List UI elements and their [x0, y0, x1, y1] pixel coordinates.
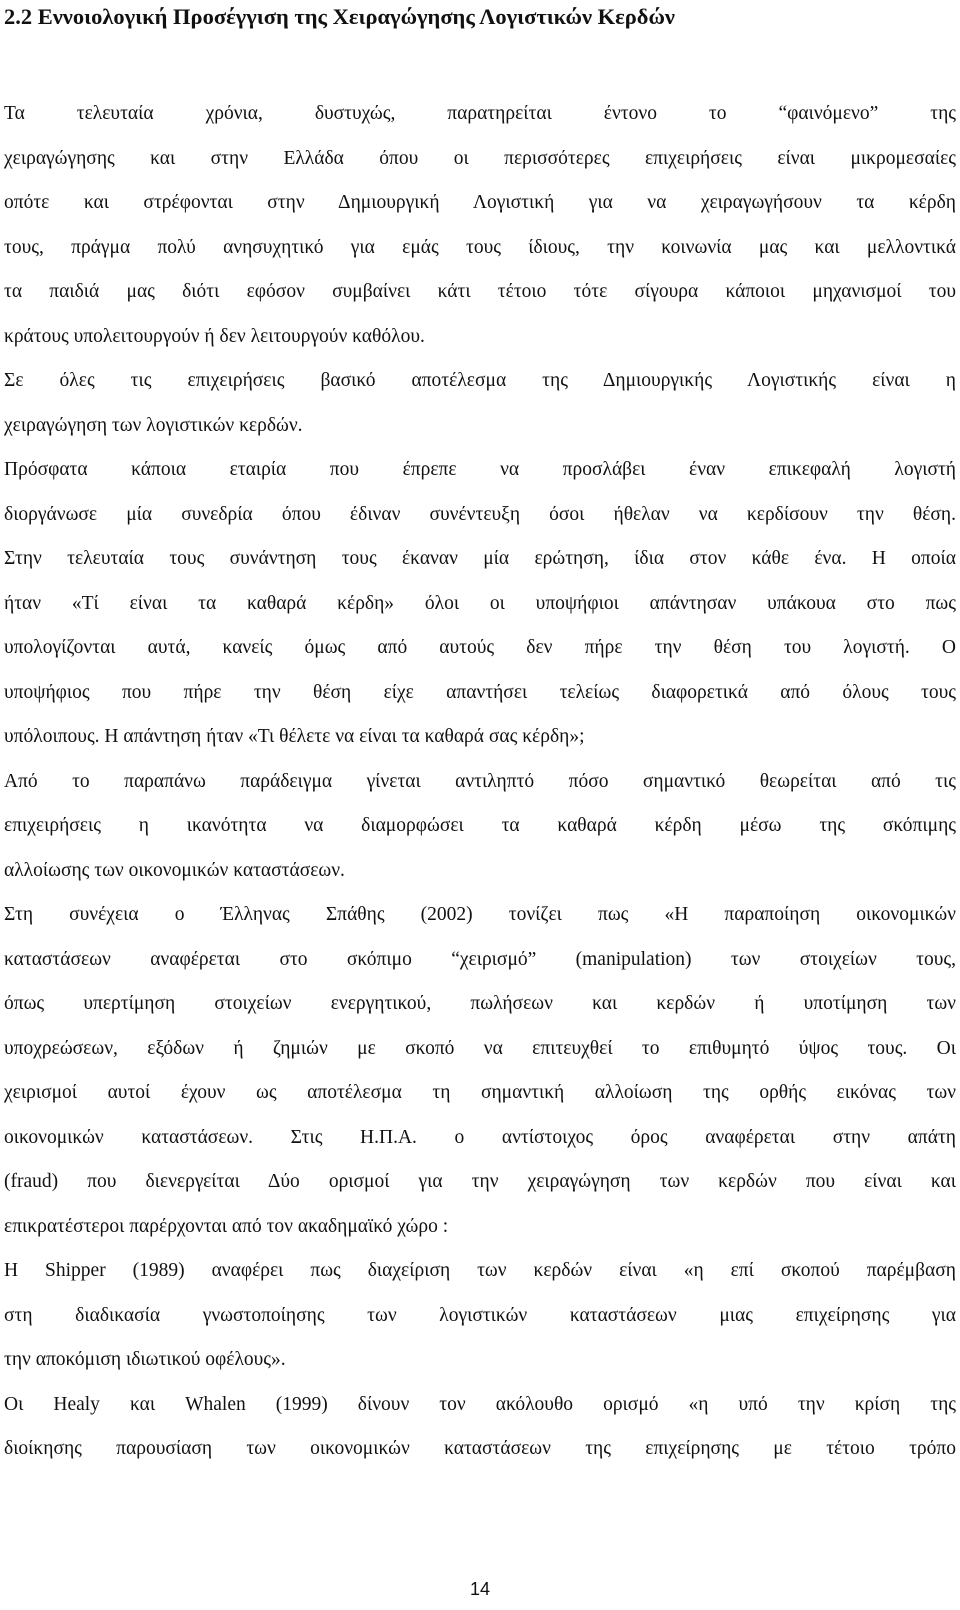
text-line: τους, πράγμα πολύ ανησυχητικό για εμάς τους ίδιους, την κοινωνία μας και μελλοντικά: [4, 236, 956, 258]
text-line: την αποκόμιση ιδιωτικού οφέλους».: [4, 1349, 286, 1370]
paragraph: [4, 359, 956, 448]
text-line: διοργάνωσε μία συνεδρία όπου έδιναν συνέντευξη όσοι ήθελαν να κερδίσουν την θέση.: [4, 503, 956, 525]
text-line: ήταν «Τί είναι τα καθαρά κέρδη» όλοι οι υποψήφιοι απάντησαν υπάκουα στο πως: [4, 592, 956, 614]
text-line: στη διαδικασία γνωστοποίησης των λογιστικών καταστάσεων μιας επιχείρησης για: [4, 1304, 956, 1326]
text-line: επιχειρήσεις η ικανότητα να διαμορφώσει τα καθαρά κέρδη μέσω της σκόπιμης: [4, 815, 956, 836]
paragraph: [4, 1383, 956, 1472]
paragraph: [4, 448, 956, 760]
text-line: χειρισμοί αυτοί έχουν ως αποτέλεσμα τη σημαντική αλλοίωση της ορθής εικόνας των: [4, 1082, 956, 1103]
text-line: Πρόσφατα κάποια εταιρία που έπρεπε να προσλάβει έναν επικεφαλή λογιστή: [4, 459, 956, 480]
text-line: χειραγώγησης και στην Ελλάδα όπου οι περισσότερες επιχειρήσεις είναι μικρομεσαίες: [4, 147, 956, 169]
text-line: επικρατέστεροι παρέρχονται από τον ακαδημαϊκό χώρο :: [4, 1215, 449, 1237]
section-heading: 2.2 Εννοιολογική Προσέγγιση της Χειραγώγησης Λογιστικών Κερδών: [4, 4, 675, 29]
paragraph: [4, 92, 956, 359]
paragraph: [4, 1249, 956, 1383]
text-line: αλλοίωσης των οικονομικών καταστάσεων.: [4, 859, 345, 881]
paragraph: [4, 760, 956, 894]
text-line: Η Shipper (1989) αναφέρει πως διαχείριση των κερδών είναι «η επί σκοπού παρέμβαση: [4, 1260, 956, 1281]
text-line: (fraud) που διενεργείται Δύο ορισμοί για την χειραγώγηση των κερδών που είναι και: [4, 1171, 956, 1192]
text-line: Οι Healy και Whalen (1999) δίνουν τον ακόλουθο ορισμό «η υπό την κρίση της: [4, 1393, 956, 1415]
text-line: καταστάσεων αναφέρεται στο σκόπιμο “χειρισμό” (manipulation) των στοιχείων τους,: [4, 948, 956, 970]
page-number: 14: [469, 1579, 491, 1599]
text-line: υπολογίζονται αυτά, κανείς όμως από αυτούς δεν πήρε την θέση του λογιστή. Ο: [4, 637, 956, 658]
text-line: Στην τελευταία τους συνάντηση τους έκαναν μία ερώτηση, ίδια στον κάθε ένα. Η οποία: [4, 548, 956, 569]
text-line: υποχρεώσεων, εξόδων ή ζημιών με σκοπό να επιτευχθεί το επιθυμητό ύψος τους. Οι: [4, 1037, 956, 1059]
text-line: υποψήφιος που πήρε την θέση είχε απαντήσει τελείως διαφορετικά από όλους τους: [4, 681, 956, 703]
text-line: Τα τελευταία χρόνια, δυστυχώς, παρατηρείται έντονο το “φαινόμενο” της: [4, 103, 956, 124]
text-line: κράτους υπολειτουργούν ή δεν λειτουργούν καθόλου.: [4, 325, 425, 347]
text-line: οπότε και στρέφονται στην Δημιουργική Λογιστική για να χειραγωγήσουν τα κέρδη: [4, 192, 956, 213]
text-line: Από το παραπάνω παράδειγμα γίνεται αντιληπτό πόσο σημαντικό θεωρείται από τις: [4, 770, 956, 792]
text-line: Σε όλες τις επιχειρήσεις βασικό αποτέλεσμα της Δημιουργικής Λογιστικής είναι η: [4, 370, 956, 391]
text-line: διοίκησης παρουσίαση των οικονομικών καταστάσεων της επιχείρησης με τέτοιο τρόπο: [4, 1438, 956, 1459]
text-line: όπως υπερτίμηση στοιχείων ενεργητικού, πωλήσεων και κερδών ή υποτίμηση των: [4, 993, 956, 1014]
text-line: χειραγώγηση των λογιστικών κερδών.: [4, 414, 303, 436]
paragraph: [4, 893, 956, 1249]
text-line: τα παιδιά μας διότι εφόσον συμβαίνει κάτι τέτοιο τότε σίγουρα κάποιοι μηχανισμοί του: [4, 281, 956, 302]
text-line: υπόλοιπους. Η απάντηση ήταν «Τι θέλετε να είναι τα καθαρά σας κέρδη»;: [4, 726, 585, 747]
text-line: οικονομικών καταστάσεων. Στις Η.Π.Α. ο αντίστοιχος όρος αναφέρεται στην απάτη: [4, 1126, 956, 1148]
text-line: Στη συνέχεια ο Έλληνας Σπάθης (2002) τονίζει πως «Η παραποίηση οικονομικών: [4, 904, 956, 925]
body-text: [4, 92, 956, 1472]
